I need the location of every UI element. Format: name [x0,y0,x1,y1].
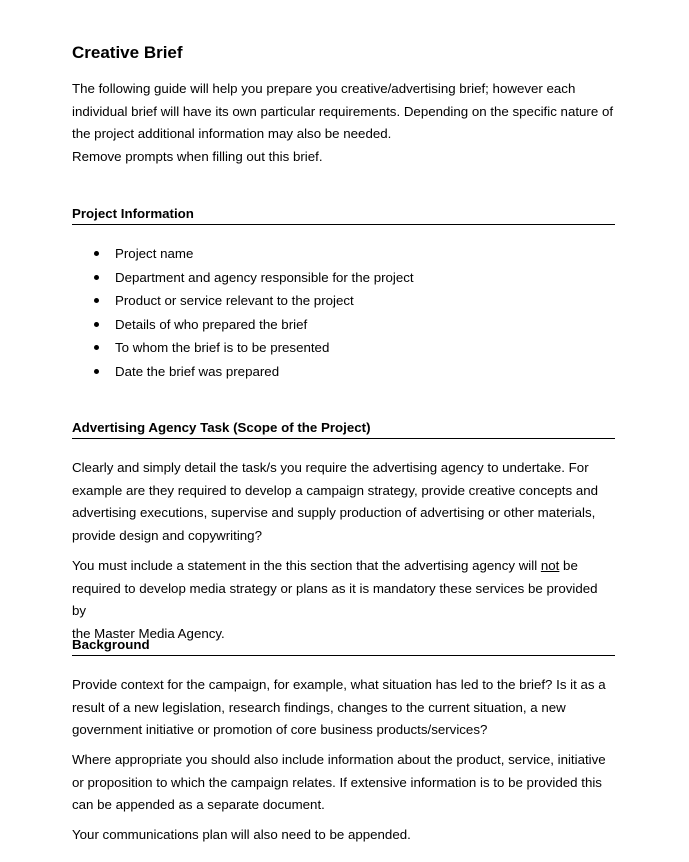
agency-task-heading: Advertising Agency Task (Scope of the Project) [72,419,615,439]
paragraph-line: Provide context for the campaign, for example, what situation has led to the brief? Is it as a [72,677,606,692]
bullet-icon [94,275,99,280]
list-item [72,242,615,266]
list-item [72,360,615,384]
paragraph-line: provide design and copywriting? [72,527,262,543]
paragraph-line: the Master Media Agency. [72,625,225,641]
intro-line: The following guide will help you prepare you creative/advertising brief; however each [72,81,576,96]
statement-emphasis: not [540,558,560,573]
paragraph-line: government initiative or promotion of core business products/services? [72,722,488,738]
paragraph-line: Where appropriate you should also include information about the product, service, initiative [72,752,606,767]
bullet-icon [94,369,99,374]
bullet-icon [94,251,99,256]
agency-statement-paragraph [72,555,615,645]
list-item-text: Date the brief was prepared [115,363,280,379]
document-title: Creative Brief [72,43,183,62]
intro-paragraph [72,78,615,168]
paragraph-line: or proposition to which the campaign relates. If extensive information is to be provided this [72,774,602,790]
agency-task-paragraph [72,457,615,547]
paragraph-line: Clearly and simply detail the task/s you require the advertising agency to undertake. For [72,460,589,475]
list-item [72,289,615,313]
list-item [72,336,615,360]
background-heading: Background [72,636,615,656]
paragraph-line: can be appended as a separate document. [72,797,325,813]
paragraph-line: example are they required to develop a campaign strategy, provide creative concepts and [72,482,599,498]
statement-text: be [559,558,578,573]
list-item-text: Project name [115,246,194,261]
background-detail-paragraph [72,749,615,817]
list-item-text: Department and agency responsible for the project [115,269,414,285]
statement-text: You must include a statement in the this section that the advertising agency will [72,558,541,573]
list-item-text: To whom the brief is to be presented [115,340,330,356]
intro-line: individual brief will have its own particular requirements. Depending on the specific nature of [72,103,614,119]
list-item [72,313,615,337]
intro-line: the project additional information may also be needed. [72,126,392,142]
project-information-heading: Project Information [72,205,615,225]
bullet-icon [94,298,99,303]
bullet-icon [94,322,99,327]
paragraph-line: result of a new legislation, research findings, changes to the current situation, a new [72,699,566,715]
background-paragraph [72,674,615,742]
list-item-text: Product or service relevant to the project [115,293,354,309]
intro-line: Remove prompts when filling out this brief. [72,148,323,164]
paragraph-line [72,555,615,578]
bullet-icon [94,345,99,350]
list-item [72,266,615,290]
list-item-text: Details of who prepared the brief [115,316,308,332]
paragraph-line: advertising executions, supervise and supply production of advertising or other materials, [72,505,596,521]
communications-plan-paragraph: Your communications plan will also need to be appended. [72,827,411,842]
paragraph-line: required to develop media strategy or plans as it is mandatory these services be provided by [72,580,598,619]
project-information-list [72,242,615,384]
